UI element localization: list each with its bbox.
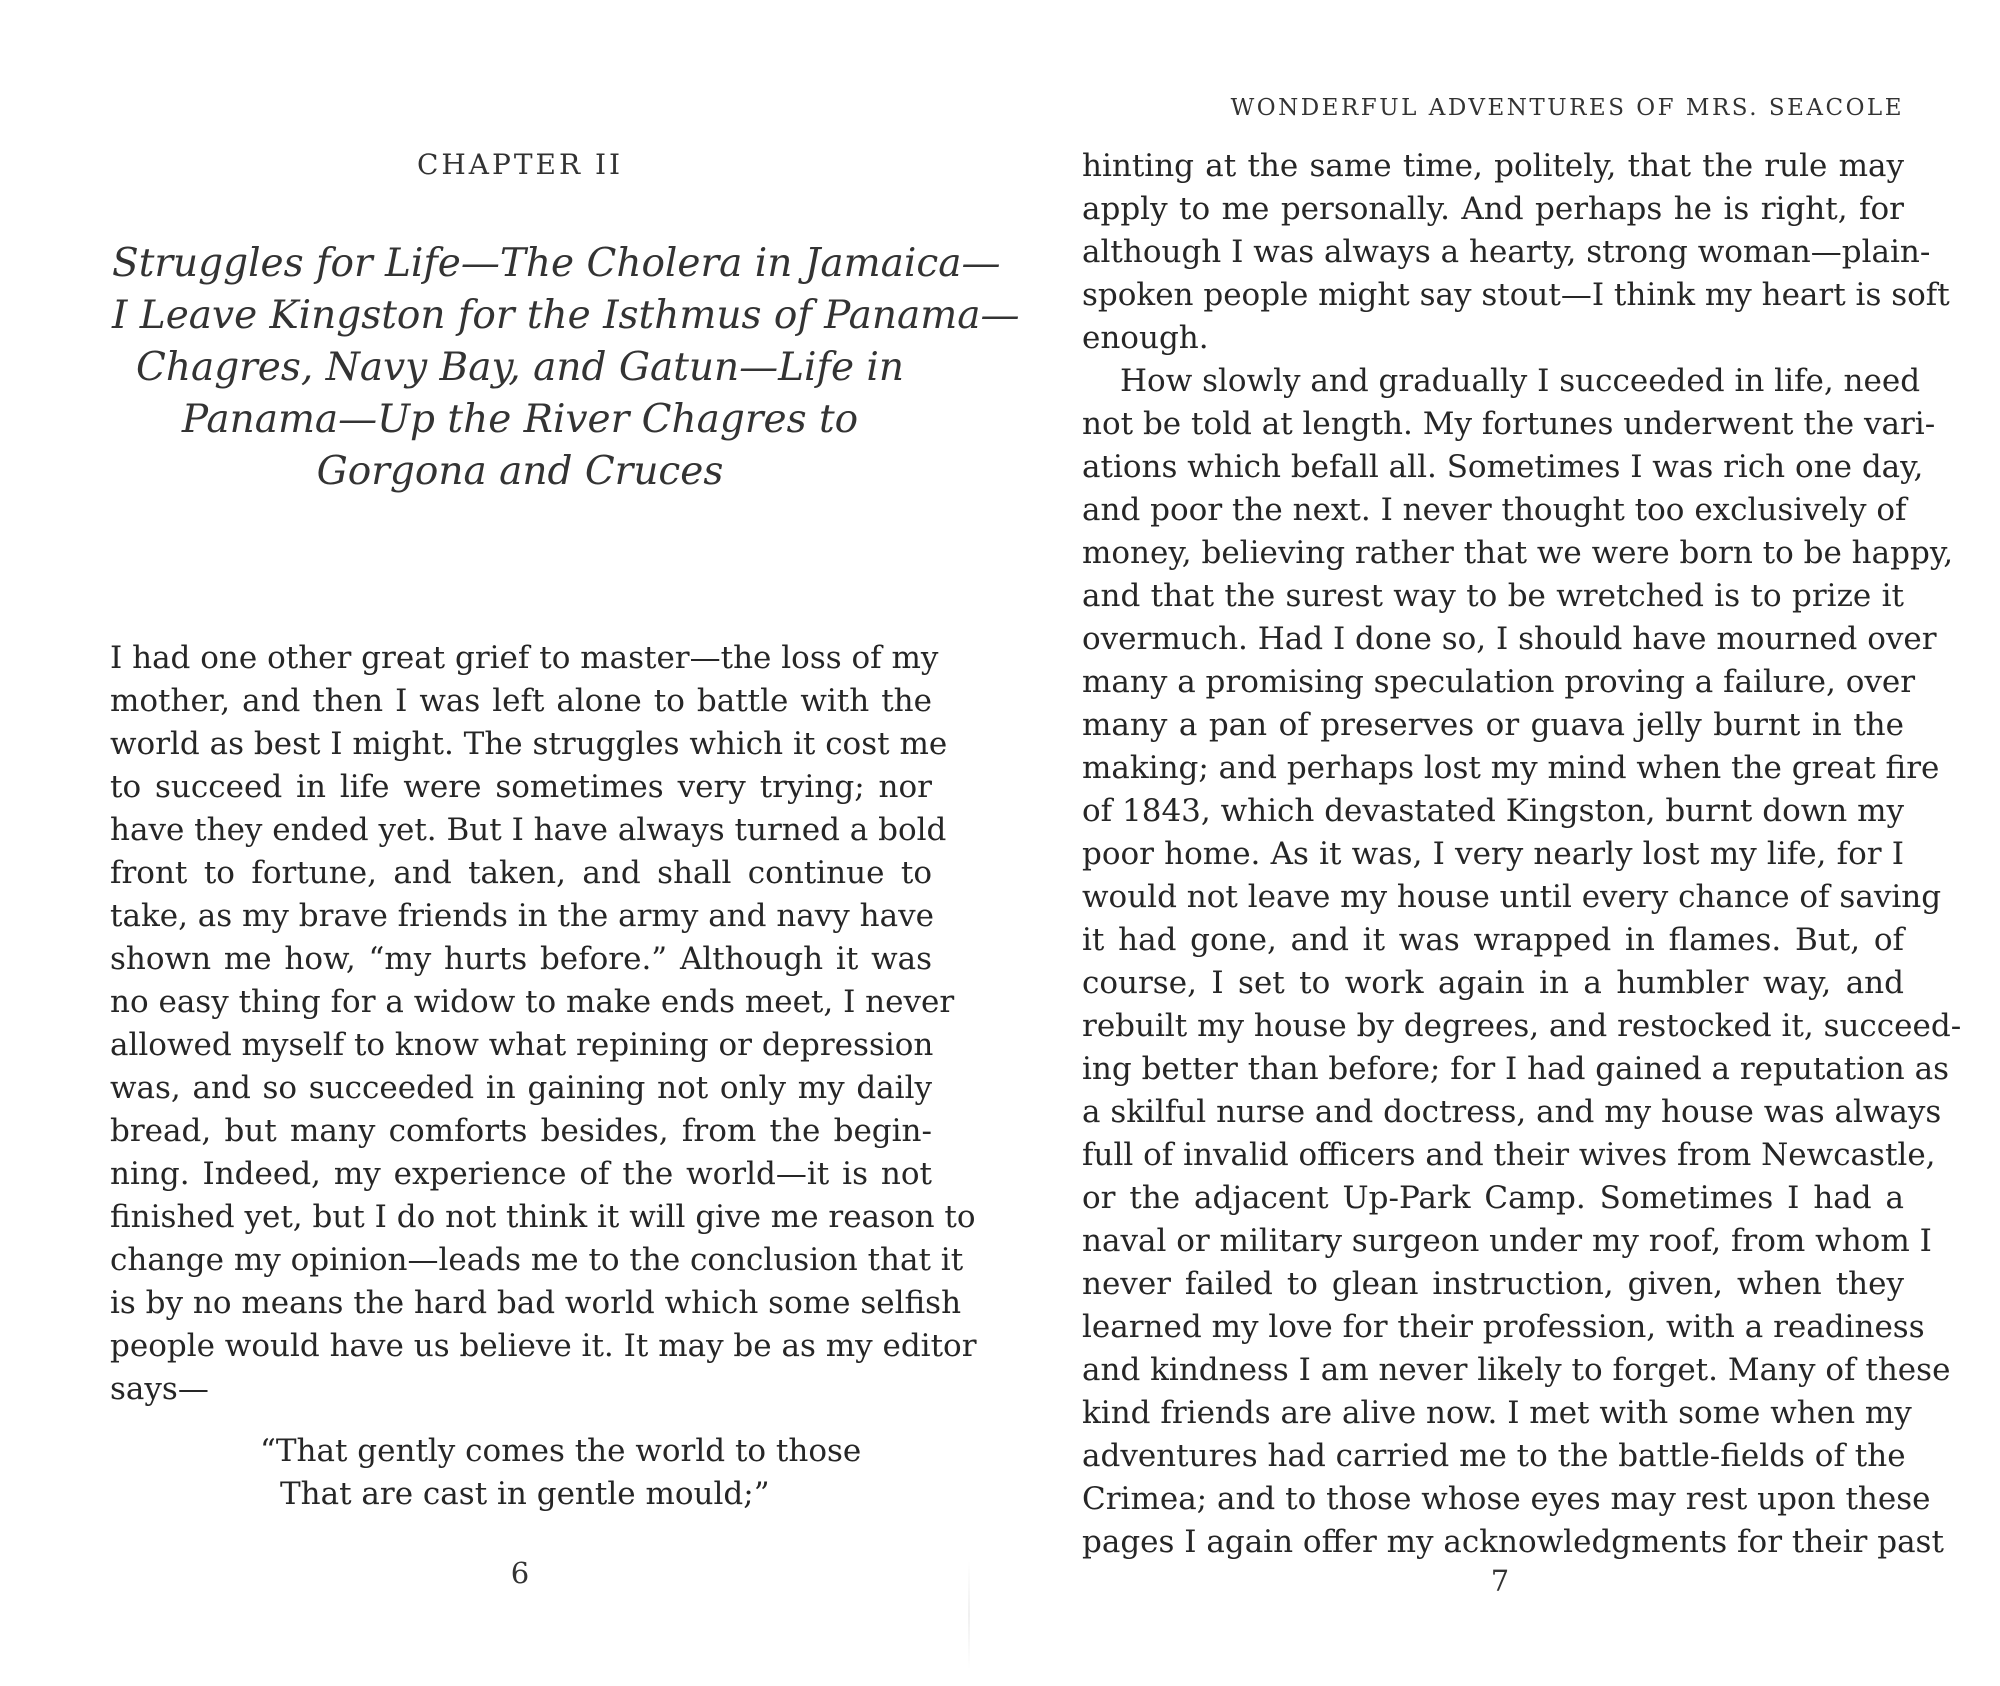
verse-line: That are cast in gentle mould;” bbox=[280, 1476, 770, 1512]
text-line: bread, but many comforts besides, from the begin- bbox=[110, 1113, 932, 1149]
text-line: I had one other great grief to master—the loss of my bbox=[110, 640, 939, 676]
text-line: making; and perhaps lost my mind when the great fire bbox=[1082, 750, 1940, 786]
text-line: not be told at length. My fortunes underwent the vari- bbox=[1082, 406, 1936, 442]
text-line: many a pan of preserves or guava jelly burnt in the bbox=[1082, 707, 1904, 743]
text-line: would not leave my house until every chance of saving bbox=[1082, 879, 1942, 915]
text-line: ning. Indeed, my experience of the world—it is not bbox=[110, 1156, 932, 1192]
text-line: take, as my brave friends in the army and navy have bbox=[110, 898, 934, 934]
text-line: a skilful nurse and doctress, and my house was always bbox=[1082, 1094, 1942, 1130]
text-line: was, and so succeeded in gaining not only my daily bbox=[110, 1070, 932, 1106]
text-line: many a promising speculation proving a failure, over bbox=[1082, 664, 1916, 700]
text-line: change my opinion—leads me to the conclusion that it bbox=[110, 1242, 964, 1278]
text-line: poor home. As it was, I very nearly lost my life, for I bbox=[1082, 836, 1904, 872]
text-line: finished yet, but I do not think it will give me reason to bbox=[110, 1199, 976, 1235]
page-number: 7 bbox=[1490, 1564, 1510, 1598]
text-line: people would have us believe it. It may be as my editor bbox=[110, 1328, 977, 1364]
text-line: allowed myself to know what repining or depression bbox=[110, 1027, 934, 1063]
text-line: ing better than before; for I had gained a reputation as bbox=[1082, 1051, 1950, 1087]
text-line: spoken people might say stout—I think my heart is soft bbox=[1082, 277, 1950, 313]
text-line: adventures had carried me to the battle-fields of the bbox=[1082, 1438, 1906, 1474]
text-line: kind friends are alive now. I met with some when my bbox=[1082, 1395, 1912, 1431]
chapter-title-line: Gorgona and Cruces bbox=[316, 449, 724, 494]
text-line: is by no means the hard bad world which some selfish bbox=[110, 1285, 962, 1321]
text-line: apply to me personally. And perhaps he is right, for bbox=[1082, 191, 1904, 227]
chapter-title-line: I Leave Kingston for the Isthmus of Panama— bbox=[112, 293, 1020, 338]
text-line: money, believing rather that we were born to be happy, bbox=[1082, 535, 1954, 571]
chapter-label: CHAPTER II bbox=[416, 148, 624, 181]
text-line: hinting at the same time, politely, that the rule may bbox=[1082, 148, 1904, 184]
text-line: world as best I might. The struggles which it cost me bbox=[110, 726, 948, 762]
running-head: WONDERFUL ADVENTURES OF MRS. SEACOLE bbox=[1230, 95, 1904, 121]
chapter-title-line: Chagres, Navy Bay, and Gatun—Life in bbox=[135, 345, 905, 390]
text-line: of 1843, which devastated Kingston, burnt down my bbox=[1082, 793, 1904, 829]
text-line: naval or military surgeon under my roof, from whom I bbox=[1082, 1223, 1932, 1259]
text-line: rebuilt my house by degrees, and restocked it, succeed- bbox=[1082, 1008, 1962, 1044]
chapter-title-line: Struggles for Life—The Cholera in Jamaica— bbox=[112, 241, 1001, 286]
text-line: and that the surest way to be wretched is to prize it bbox=[1082, 578, 1904, 614]
text-line: enough. bbox=[1082, 320, 1209, 356]
text-line: course, I set to work again in a humbler way, and bbox=[1082, 965, 1904, 1001]
text-line: shown me how, “my hurts before.” Although it was bbox=[110, 941, 932, 977]
text-line: How slowly and gradually I succeeded in life, need bbox=[1120, 363, 1921, 399]
text-line: it had gone, and it was wrapped in flames. But, of bbox=[1082, 922, 1904, 958]
text-line: full of invalid officers and their wives from Newcastle, bbox=[1082, 1137, 1936, 1173]
text-line: no easy thing for a widow to make ends meet, I never bbox=[110, 984, 955, 1020]
text-line: and poor the next. I never thought too exclusively of bbox=[1082, 492, 1907, 528]
text-line: says— bbox=[110, 1371, 209, 1407]
text-line: learned my love for their profession, with a readiness bbox=[1082, 1309, 1925, 1345]
verse-line: “That gently comes the world to those bbox=[260, 1433, 862, 1469]
text-line: and kindness I am never likely to forget. Many of these bbox=[1082, 1352, 1951, 1388]
text-line: to succeed in life were sometimes very trying; nor bbox=[110, 769, 932, 805]
text-line: overmuch. Had I done so, I should have mourned over bbox=[1082, 621, 1937, 657]
text-line: mother, and then I was left alone to battle with the bbox=[110, 683, 932, 719]
right-body-text bbox=[1082, 145, 1962, 1564]
text-line: never failed to glean instruction, given, when they bbox=[1082, 1266, 1904, 1302]
text-line: ations which befall all. Sometimes I was rich one day, bbox=[1082, 449, 1924, 485]
text-line: front to fortune, and taken, and shall continue to bbox=[110, 855, 932, 891]
text-line: or the adjacent Up-Park Camp. Sometimes I had a bbox=[1082, 1180, 1904, 1216]
text-line: pages I again offer my acknowledgments for their past bbox=[1082, 1524, 1944, 1560]
page-number: 6 bbox=[510, 1556, 530, 1590]
text-line: although I was always a hearty, strong woman—plain- bbox=[1082, 234, 1931, 270]
chapter-title-line: Panama—Up the River Chagres to bbox=[181, 397, 859, 442]
text-line: have they ended yet. But I have always turned a bold bbox=[110, 812, 947, 848]
text-line: Crimea; and to those whose eyes may rest upon these bbox=[1082, 1481, 1931, 1517]
